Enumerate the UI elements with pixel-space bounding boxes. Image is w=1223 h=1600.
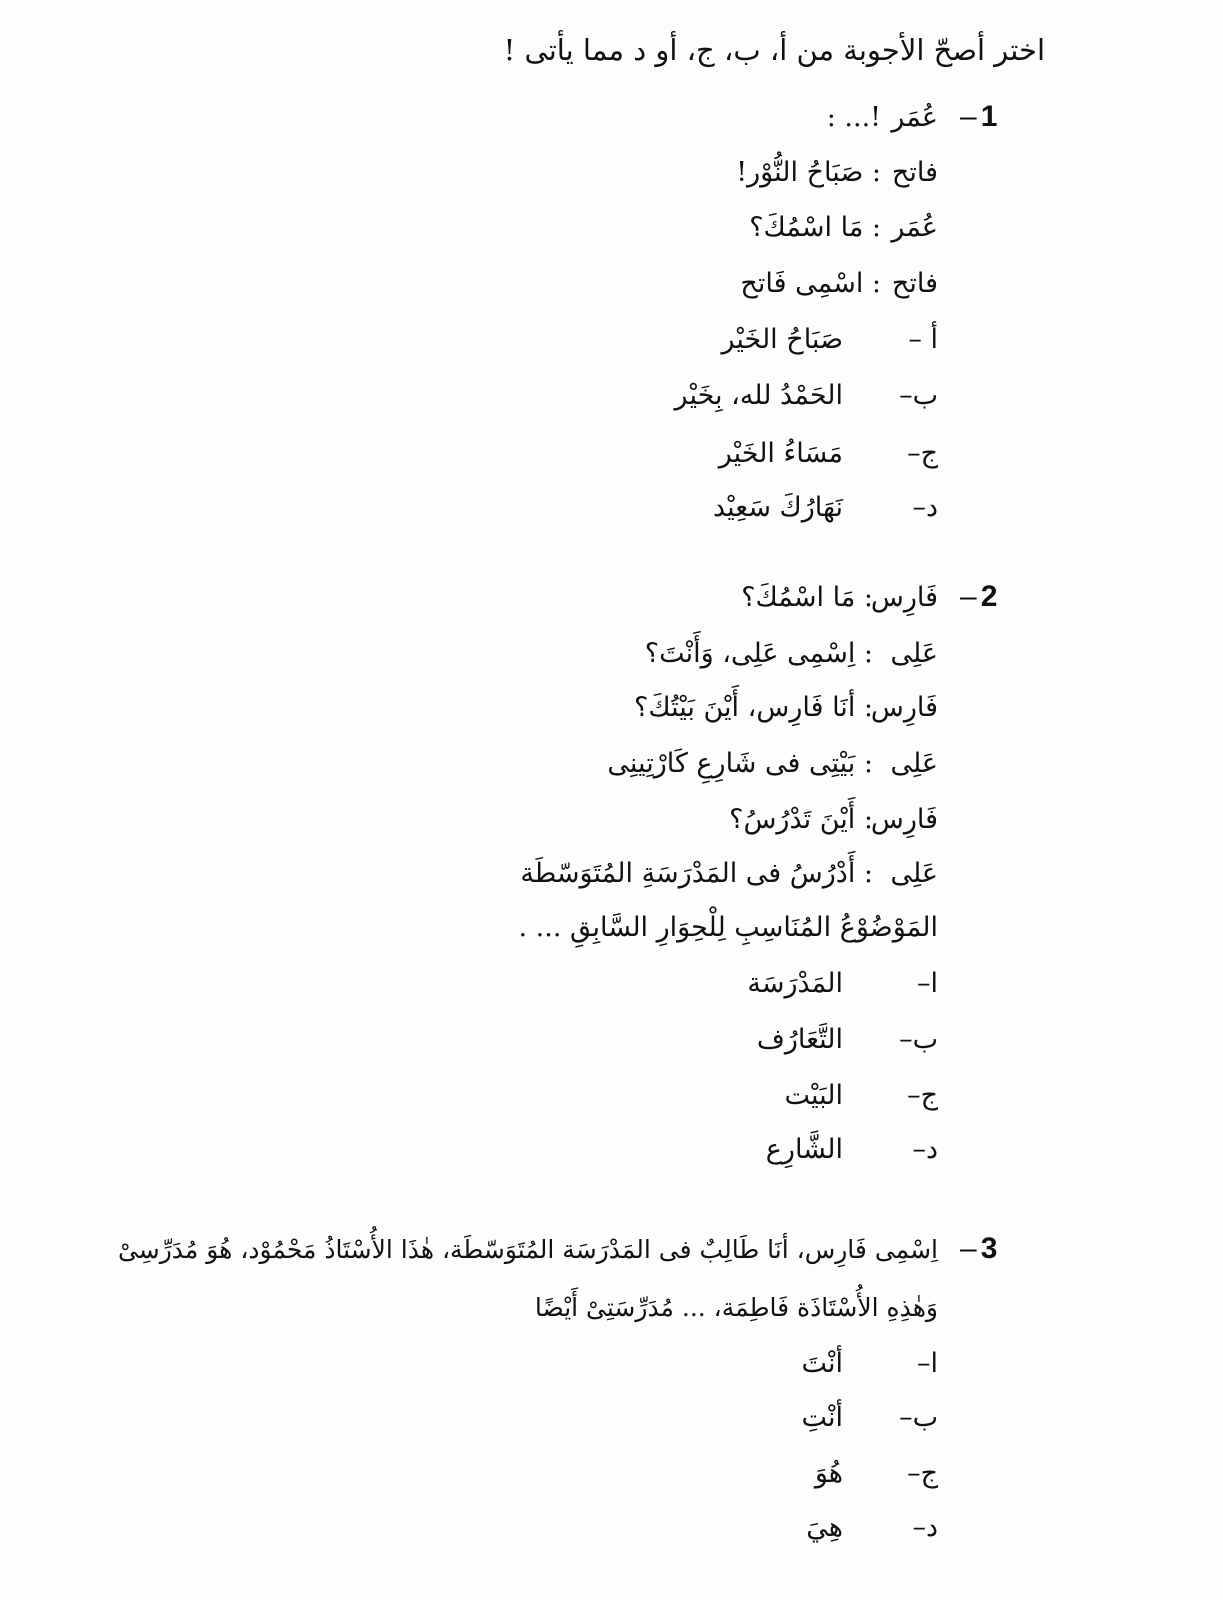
dialogue-text: : أَدْرُسُ فى المَدْرَسَةِ المُتَوَسّطَة <box>520 858 873 889</box>
question-text-line: وَهٰذِهِ الأُسْتَاذَة فَاطِمَة، ... مُدَرِّسَتِىْ أَيْضًا <box>534 1293 938 1322</box>
dialogue-text: : أنَا فَارِس، أَيْنَ بَيْتُكَ؟ <box>634 692 873 723</box>
dialogue-text: : مَا اسْمُكَ؟ <box>741 582 873 613</box>
option-letter: ا– <box>916 1348 938 1379</box>
dialogue-speaker: عُمَر <box>891 102 938 133</box>
dialogue-speaker: فَارِس <box>870 582 938 613</box>
dialogue-text: : ...! <box>826 102 881 133</box>
question-number-1 <box>960 100 997 134</box>
option-letter: د– <box>912 1134 938 1165</box>
dialogue-speaker: عَلِى <box>890 858 938 889</box>
question-dash: – <box>960 100 977 133</box>
option-letter: ب– <box>899 1024 938 1055</box>
option-letter: ج– <box>907 1080 938 1111</box>
option-letter: ب– <box>899 1402 938 1433</box>
option-text: صَبَاحُ الخَيْر <box>721 324 843 355</box>
dialogue-speaker: فاتح <box>891 268 938 299</box>
option-text: البَيْت <box>784 1080 843 1111</box>
option-text: أنْتَ <box>801 1348 843 1379</box>
question-number-3 <box>960 1232 997 1266</box>
option-text: الحَمْدُ لله، بِخَيْر <box>674 380 843 411</box>
dialogue-speaker: فَارِس <box>870 804 938 835</box>
dialogue-text: : مَا اسْمُكَ؟ <box>749 212 881 243</box>
option-text: نَهَارُكَ سَعِيْد <box>712 492 843 523</box>
question-number-label: 2 <box>980 580 998 613</box>
dialogue-text: : اِسْمِى عَلِى، وَأَنْتَ؟ <box>644 638 873 669</box>
dialogue-text: : بَيْتِى فى شَارِعِ كَارْتِينِى <box>607 748 873 779</box>
option-text: الشَّارِع <box>765 1134 843 1165</box>
question-prompt: المَوْضُوْعُ المُنَاسِبِ لِلْحِوَارِ السَّابِقِ ... . <box>518 912 938 943</box>
dialogue-speaker: عُمَر <box>891 212 938 243</box>
dialogue-speaker: فاتح <box>891 157 938 188</box>
question-number-2 <box>960 580 997 614</box>
option-text: المَدْرَسَة <box>747 968 843 999</box>
option-letter: ب– <box>899 380 938 411</box>
question-dash: – <box>960 1232 977 1265</box>
option-letter: د– <box>912 1512 938 1543</box>
dialogue-text: : أَيْنَ تَدْرُسُ؟ <box>729 804 873 835</box>
option-text: التَّعَارُف <box>756 1024 843 1055</box>
question-dash: – <box>960 580 977 613</box>
question-text-line: اِسْمِى فَارِس، أنَا طَالِبٌ فى المَدْرَسَة المُتَوَسّطَة، هٰذَا الأُسْتَاذُ مَحْمُوْد، هُوَ مُدَرِّسِىْ <box>117 1235 938 1264</box>
dialogue-speaker: عَلِى <box>890 638 938 669</box>
question-number-label: 1 <box>980 100 998 133</box>
dialogue-text: : صَبَاحُ النُّوْر! <box>736 157 881 188</box>
option-letter: ج– <box>907 1458 938 1489</box>
dialogue-speaker: فَارِس <box>870 692 938 723</box>
dialogue-text: : اسْمِى فَاتح <box>740 268 881 299</box>
option-letter: ا– <box>916 968 938 999</box>
option-text: مَسَاءُ الخَيْر <box>718 438 843 469</box>
option-text: هُوَ <box>814 1458 843 1489</box>
option-letter: د– <box>912 492 938 523</box>
dialogue-speaker: عَلِى <box>890 748 938 779</box>
option-text: أنْتِ <box>801 1402 843 1433</box>
option-letter: ج– <box>907 438 938 469</box>
question-number-label: 3 <box>980 1232 998 1265</box>
instruction-text: اختر أصحّ الأجوبة من أ، ب، ج، أو د مما يأتى ! <box>503 33 1045 67</box>
option-letter: أ – <box>908 324 938 355</box>
option-text: هِيَ <box>806 1512 843 1543</box>
